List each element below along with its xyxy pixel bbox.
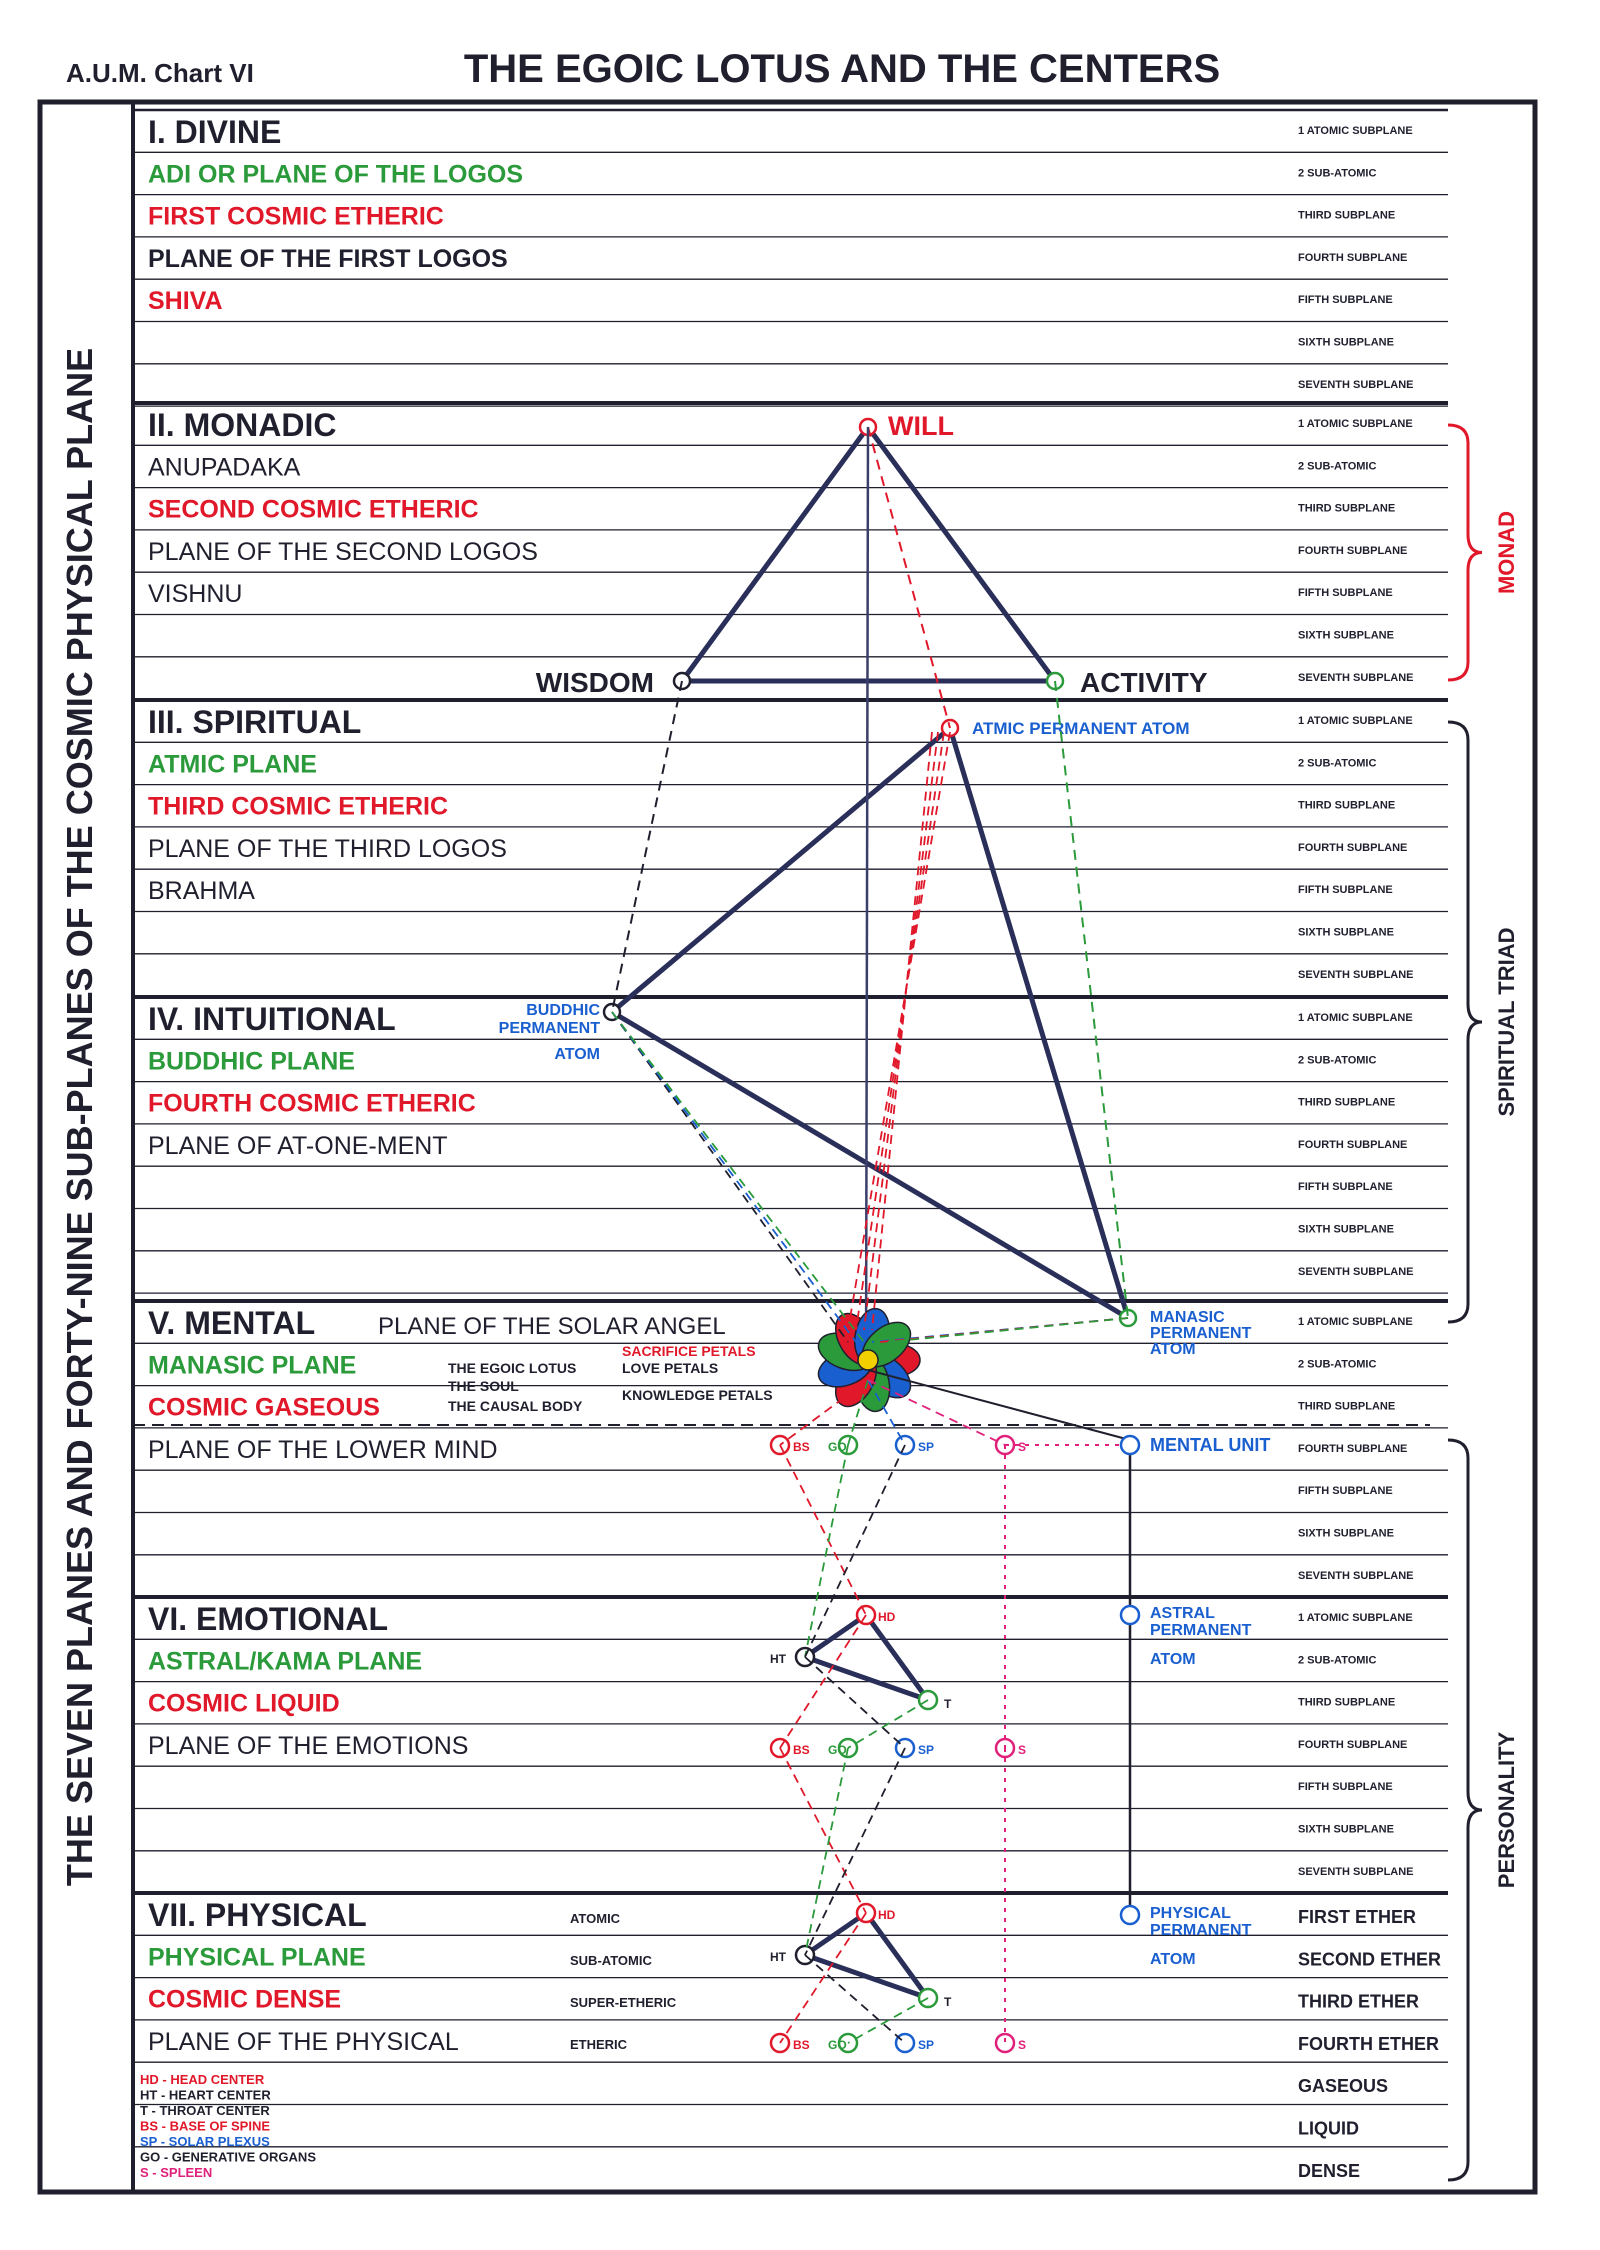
spiritual-triad-bracket-label: SPIRITUAL TRIAD — [1494, 927, 1519, 1117]
plane-line: ATMIC PLANE — [148, 750, 317, 779]
mental-centers-center-label: GO — [828, 1440, 847, 1454]
personality-bracket — [1448, 1440, 1482, 2180]
plane-line: BUDDHIC PLANE — [148, 1047, 355, 1076]
subplane-label: 1 ATOMIC SUBPLANE — [1298, 125, 1413, 137]
plane-line: BRAHMA — [148, 877, 255, 906]
lotus-mental-unit-link — [868, 1370, 1130, 1440]
atmic-lotus-link — [864, 732, 938, 1330]
activity-label: ACTIVITY — [1080, 667, 1208, 698]
subplane-label: FOURTH SUBPLANE — [1298, 841, 1408, 854]
subplane-label: FIFTH SUBPLANE — [1298, 1181, 1393, 1194]
emotional-centers-center-label: SP — [918, 1743, 935, 1757]
lotus-center-link — [780, 1380, 868, 1445]
side-title: THE SEVEN PLANES AND FORTY-NINE SUB-PLANES OF THE COSMIC PHYSICAL PLANE — [59, 347, 100, 1887]
subplane-label: FOURTH ETHER — [1298, 2033, 1439, 2054]
monad-bracket — [1448, 425, 1482, 680]
subplane-label: 1 ATOMIC SUBPLANE — [1298, 1316, 1413, 1328]
chart-title: THE EGOIC LOTUS AND THE CENTERS — [463, 47, 1221, 91]
ether-label: ATOMIC — [570, 1911, 621, 1926]
subplane-label: SIXTH SUBPLANE — [1298, 926, 1394, 939]
plane-line: PHYSICAL PLANE — [148, 1943, 366, 1972]
physical-centers-center-label: S — [1018, 2038, 1027, 2052]
physical-head-t-label: T — [944, 1995, 952, 2009]
subplane-label: SEVENTH SUBPLANE — [1298, 968, 1414, 981]
emotional-centers-center-label: BS — [793, 1743, 810, 1757]
plane-line: COSMIC DENSE — [148, 1985, 342, 2014]
will-vertical-link — [866, 427, 868, 1375]
lotus-label-left: THE EGOIC LOTUS — [448, 1360, 577, 1376]
subplane-label: FIFTH SUBPLANE — [1298, 1485, 1393, 1498]
atmic-lotus-link — [872, 732, 932, 1330]
ether-label: SUB-ATOMIC — [570, 1953, 652, 1968]
wisdom-label: WISDOM — [535, 667, 654, 698]
physical-atom-label: PHYSICAL — [1150, 1905, 1231, 1922]
subplane-label: GASEOUS — [1298, 2076, 1389, 2097]
ether-label: SUPER-ETHERIC — [570, 1995, 677, 2010]
astral-atom-node — [1121, 1606, 1139, 1624]
plane-line: ANUPADAKA — [148, 453, 301, 482]
subplane-label: SECOND ETHER — [1298, 1949, 1442, 1970]
plane-line: MANASIC PLANE — [148, 1351, 357, 1380]
mental-centers-center-label: BS — [793, 1440, 810, 1454]
subplane-label: THIRD SUBPLANE — [1298, 209, 1396, 222]
astral-atom-label: ASTRAL — [1150, 1605, 1215, 1622]
subplane-label: FIFTH SUBPLANE — [1298, 1781, 1393, 1794]
emotional-head-hd-label: HD — [878, 1610, 896, 1624]
physical-head-ht-label: HT — [770, 1950, 786, 1964]
lotus-label-right: LOVE PETALS — [622, 1360, 719, 1376]
subplane-label: FIRST ETHER — [1298, 1907, 1417, 1927]
emotional-head-ht-label: HT — [770, 1652, 786, 1666]
lotus-jewel — [858, 1350, 878, 1370]
subplane-label: SEVENTH SUBPLANE — [1298, 1569, 1414, 1582]
legend-item: GO - GENERATIVE ORGANS — [140, 2149, 316, 2165]
subplane-label: 1 ATOMIC SUBPLANE — [1298, 418, 1413, 430]
emotional-head-t-label: T — [944, 1697, 952, 1711]
atmic-lotus-link — [856, 732, 944, 1330]
plane-line: ADI OR PLANE OF THE LOGOS — [148, 160, 524, 189]
atmic-label: ATMIC PERMANENT ATOM — [972, 719, 1190, 738]
subplane-label: FOURTH SUBPLANE — [1298, 251, 1408, 264]
physical-centers-center-label: BS — [793, 2038, 810, 2052]
subplane-label: SEVENTH SUBPLANE — [1298, 378, 1414, 391]
plane-heading: I. DIVINE — [148, 114, 282, 150]
plane-line: FIRST COSMIC ETHERIC — [148, 202, 444, 231]
mental-centers-center-label: SP — [918, 1440, 935, 1454]
legend-item: S - SPLEEN — [140, 2165, 213, 2180]
activity-manasic-link — [1055, 681, 1128, 1318]
astral-atom-label: ATOM — [1150, 1651, 1196, 1668]
subplane-label: 2 SUB-ATOMIC — [1298, 1054, 1377, 1067]
subplane-label: SIXTH SUBPLANE — [1298, 629, 1394, 642]
personality-bracket-label: PERSONALITY — [1494, 1731, 1519, 1889]
plane-line: PLANE OF THE THIRD LOGOS — [148, 834, 507, 863]
plane-line: PLANE OF THE LOWER MIND — [148, 1435, 498, 1464]
center-link — [805, 1955, 905, 2043]
physical-head-triangle — [805, 1913, 928, 1998]
subplane-label: FOURTH SUBPLANE — [1298, 1442, 1408, 1455]
lotus-label-left: THE CAUSAL BODY — [448, 1398, 583, 1414]
subplane-label: DENSE — [1298, 2160, 1361, 2181]
subplane-label: SIXTH SUBPLANE — [1298, 1823, 1394, 1836]
plane-line: SHIVA — [148, 287, 223, 316]
physical-atom-node — [1121, 1906, 1139, 1924]
plane-line: VISHNU — [148, 580, 243, 609]
emotional-centers-center-label: GO — [828, 1743, 847, 1757]
subplane-label: 2 SUB-ATOMIC — [1298, 167, 1377, 180]
plane-line: PLANE OF THE FIRST LOGOS — [148, 244, 508, 273]
center-link — [805, 1748, 848, 1955]
subplane-label: 1 ATOMIC SUBPLANE — [1298, 715, 1413, 727]
plane-line: SECOND COSMIC ETHERIC — [148, 495, 479, 524]
center-link — [805, 1657, 905, 1748]
subplane-label: 2 SUB-ATOMIC — [1298, 460, 1377, 473]
center-link — [805, 1445, 848, 1657]
subplane-label: THIRD SUBPLANE — [1298, 1400, 1396, 1413]
mental-unit-node — [1121, 1436, 1139, 1454]
subplane-label: LIQUID — [1298, 2118, 1359, 2139]
emotional-centers-center-label: S — [1018, 1743, 1027, 1757]
subplane-label: FOURTH SUBPLANE — [1298, 544, 1408, 557]
lotus-label-right: SACRIFICE PETALS — [622, 1343, 756, 1359]
subplane-label: SIXTH SUBPLANE — [1298, 336, 1394, 349]
plane-line: ASTRAL/KAMA PLANE — [148, 1647, 423, 1676]
subplane-label: SEVENTH SUBPLANE — [1298, 671, 1414, 684]
plane-heading: IV. INTUITIONAL — [148, 1001, 396, 1037]
subplane-label: SEVENTH SUBPLANE — [1298, 1865, 1414, 1878]
plane-heading: III. SPIRITUAL — [148, 704, 362, 740]
subplane-label: FOURTH SUBPLANE — [1298, 1138, 1408, 1151]
atmic-lotus-link — [848, 732, 950, 1330]
lotus-label-left: THE SOUL — [448, 1378, 519, 1394]
plane-line: THIRD COSMIC ETHERIC — [148, 792, 448, 821]
mental-unit-label: MENTAL UNIT — [1150, 1435, 1271, 1455]
subplane-label: THIRD SUBPLANE — [1298, 1096, 1396, 1109]
subplane-label: THIRD SUBPLANE — [1298, 799, 1396, 812]
manasic-label: ATOM — [1150, 1341, 1196, 1358]
chart-label: A.U.M. Chart VI — [66, 58, 254, 88]
plane-line: PLANE OF THE EMOTIONS — [148, 1731, 469, 1760]
subplane-label: THIRD SUBPLANE — [1298, 502, 1396, 515]
plane-line: PLANE OF THE SECOND LOGOS — [148, 537, 538, 566]
legend-item: T - THROAT CENTER — [140, 2103, 270, 2118]
lotus-center-link — [868, 1380, 1005, 1445]
legend-item: SP - SOLAR PLEXUS — [140, 2134, 270, 2149]
center-link — [805, 1748, 905, 1955]
manasic-label: MANASIC — [1150, 1309, 1225, 1326]
astral-atom-label: PERMANENT — [1150, 1622, 1252, 1639]
subplane-label: SIXTH SUBPLANE — [1298, 1527, 1394, 1540]
buddhic-label: BUDDHIC — [526, 1002, 600, 1019]
plane-line: PLANE OF AT-ONE-MENT — [148, 1131, 448, 1160]
subplane-label: FIFTH SUBPLANE — [1298, 884, 1393, 897]
plane-line: COSMIC LIQUID — [148, 1689, 340, 1718]
physical-centers-center-label: GO — [828, 2038, 847, 2052]
physical-atom-label: ATOM — [1150, 1951, 1196, 1968]
plane-subheading: PLANE OF THE SOLAR ANGEL — [378, 1313, 726, 1340]
monad-bracket-label: MONAD — [1494, 510, 1519, 595]
subplane-label: THIRD SUBPLANE — [1298, 1696, 1396, 1709]
subplane-label: THIRD ETHER — [1298, 1991, 1419, 2012]
physical-centers-center-label: SP — [918, 2038, 935, 2052]
plane-heading: VII. PHYSICAL — [148, 1897, 367, 1933]
physical-head-hd-label: HD — [878, 1908, 896, 1922]
buddhic-label: ATOM — [554, 1046, 600, 1063]
will-label: WILL — [888, 411, 954, 441]
subplane-label: FIFTH SUBPLANE — [1298, 294, 1393, 307]
triad-lotus-link — [888, 1318, 1128, 1342]
legend-item: HT - HEART CENTER — [140, 2087, 271, 2103]
mental-centers-center-label: S — [1018, 1440, 1027, 1454]
buddhic-label: PERMANENT — [498, 1020, 600, 1037]
legend-item: BS - BASE OF SPINE — [140, 2118, 271, 2134]
plane-line: COSMIC GASEOUS — [148, 1393, 380, 1422]
subplane-label: SEVENTH SUBPLANE — [1298, 1265, 1414, 1278]
emotional-head-triangle — [805, 1615, 928, 1700]
plane-heading: V. MENTAL — [148, 1305, 316, 1341]
lotus-label-right: KNOWLEDGE PETALS — [622, 1387, 773, 1403]
plane-heading: VI. EMOTIONAL — [148, 1601, 388, 1637]
center-link — [780, 1748, 866, 1913]
subplane-label: SIXTH SUBPLANE — [1298, 1223, 1394, 1236]
subplane-label: FOURTH SUBPLANE — [1298, 1738, 1408, 1751]
manasic-label: PERMANENT — [1150, 1325, 1252, 1342]
subplane-label: 2 SUB-ATOMIC — [1298, 757, 1377, 770]
plane-heading: II. MONADIC — [148, 407, 337, 443]
physical-atom-label: PERMANENT — [1150, 1922, 1252, 1939]
subplane-label: 1 ATOMIC SUBPLANE — [1298, 1612, 1413, 1624]
plane-line: FOURTH COSMIC ETHERIC — [148, 1089, 476, 1118]
plane-line: PLANE OF THE PHYSICAL — [148, 2027, 459, 2056]
subplane-label: FIFTH SUBPLANE — [1298, 587, 1393, 600]
spiritual-triad-bracket — [1448, 722, 1482, 1322]
subplane-label: 1 ATOMIC SUBPLANE — [1298, 1012, 1413, 1024]
subplane-label: 2 SUB-ATOMIC — [1298, 1358, 1377, 1371]
ether-label: ETHERIC — [570, 2037, 628, 2052]
subplane-label: 2 SUB-ATOMIC — [1298, 1654, 1377, 1667]
legend-item: HD - HEAD CENTER — [140, 2072, 265, 2087]
